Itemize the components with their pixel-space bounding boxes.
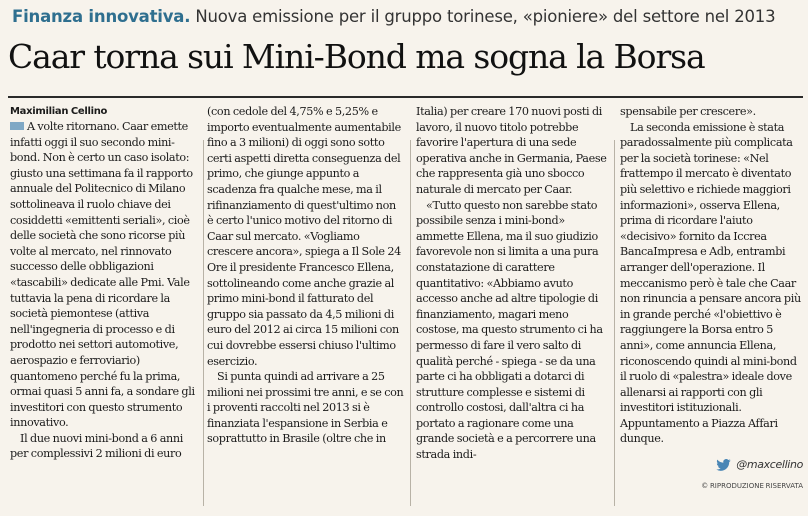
twitter-signature[interactable]: [620, 457, 803, 473]
paragraph: Italia) per creare 170 nuovi posti di lavoro, il nuovo titolo potrebbe favorire l'apertura di una sede operativa anche in Germania, Paese che rappresenta già uno sbocco naturale di mercato per Caar.: [416, 105, 607, 196]
column-divider: [203, 140, 204, 506]
twitter-bird-icon: [716, 459, 731, 471]
column-2: [207, 104, 404, 447]
column-4: [620, 104, 803, 494]
paragraph-text: A volte ritornano. Caar emette infatti oggi il suo secondo mini-bond. Non è certo un caso isolato: giusto una settimana fa il rapporto annuale del Politecnico di Milano sottolineava il ruolo chiave dei cosiddetti «emittenti seriali», cioè delle società che sono ricorse più volte al mercato, nel rinnovato successo delle obbligazioni «tascabili» dedicate alle Pmi. Vale tuttavia la pena di ricordare la società piemontese (attiva nell'ingegneria di processo e di prodotto nei settori automotive, aerospazio e ferroviario) quantomeno perché fu la prima, ormai quasi 5 anni fa, a sondare gli investitori con questo strumento innovativo.: [10, 120, 195, 430]
column-divider: [614, 140, 615, 506]
paragraph: [10, 119, 200, 431]
paragraph: Si punta quindi ad arrivare a 25 milioni nei prossimi tre anni, e se con i proventi raccolti nel 2013 si è finanziata l'espansione in Serbia e soprattutto in Brasile (oltre che in: [207, 370, 404, 446]
headline: Caar torna sui Mini-Bond ma sogna la Borsa: [8, 37, 705, 76]
column-1: [10, 104, 200, 462]
lead-marker: [10, 122, 24, 130]
author-byline: Maximilian Cellino: [10, 106, 108, 117]
paragraph: Il due nuovi mini-bond a 6 anni per complessivi 2 milioni di euro: [10, 431, 183, 461]
paragraph: spensabile per crescere».: [620, 105, 756, 118]
paragraph: La seconda emissione è stata paradossalmente più complicata per la società torinese: «Nel frattempo il mercato è diventato più selettivo e richiede maggiori informazioni», osserva Ellena, prima di ricordare l'aiuto «decisivo» fornito da Iccrea BancaImpresa e Adb, entrambi arranger dell'operazione. Il meccanismo però è tale che Caar non rinuncia a pensare ancora più in grande perché «l'obiettivo è raggiungere la Borsa entro 5 anni», come annuncia Ellena, riconoscendo quindi al mini-bond il ruolo di «palestra» ideale dove allenarsi ai rapporti con gli investitori istituzionali. Appuntamento a Piazza Affari dunque.: [620, 120, 801, 446]
copyright-notice: © RIPRODUZIONE RISERVATA: [701, 481, 803, 490]
paragraph: «Tutto questo non sarebbe stato possibile senza i mini-bond» ammette Ellena, ma il suo giudizio favorevole non si limita a una pura constatazione di carattere quantitativo: «Abbiamo avuto accesso anche ad altre tipologie di finanziamento, magari meno costose, ma questo strumento ci ha permesso di fare il vero salto di qualità perché - spiega - se da una parte ci ha obbligati a dotarci di strutture complesse e sistemi di controllo costosi, dall'altra ci ha portato a ragionare come una grande società e a percorrere una strada indi-: [416, 198, 603, 462]
paragraph: (con cedole del 4,75% e 5,25% e importo eventualmente aumentabile fino a 3 milioni) di oggi sono sotto certi aspetti diretta conseguenza del primo, che giunge appunto a scadenza fra qualche mese, ma il rifinanziamento di quest'ultimo non è certo l'unico motivo del ritorno di Caar sul mercato. «Vogliamo crescere ancora», spiega a Il Sole 24 Ore il presidente Francesco Ellena, sottolineando come anche grazie al primo mini-bond il fatturato del gruppo sia passato da 4,5 milioni di euro del 2012 ai circa 15 milioni con cui dovrebbe essersi chiuso l'ultimo esercizio.: [207, 105, 401, 368]
twitter-handle: @maxcellino: [736, 458, 803, 472]
column-3: [416, 104, 608, 463]
headline-rule: [8, 96, 803, 98]
section-label: Finanza innovativa.: [12, 7, 191, 26]
column-divider: [410, 140, 411, 506]
kicker-text: Nuova emissione per il gruppo torinese, «pioniere» del settore nel 2013: [195, 7, 776, 26]
kicker: [12, 6, 802, 28]
